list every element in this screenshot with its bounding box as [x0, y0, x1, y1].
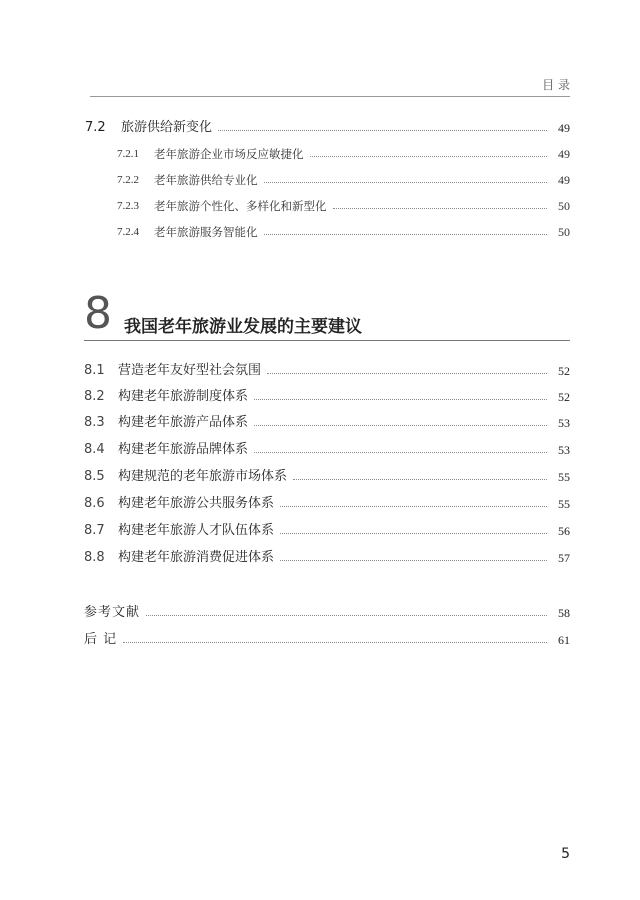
toc-title: 构建规范的老年旅游市场体系 [118, 469, 288, 484]
chapter-title[interactable]: 我国老年旅游业发展的主要建议 [124, 317, 362, 337]
toc-title: 老年旅游个性化、多样化和新型化 [154, 199, 327, 213]
dot-leader [293, 479, 547, 480]
toc-title: 参考文献 [84, 605, 141, 620]
toc-number: 7.2.1 [117, 148, 139, 160]
chapter-number: 8 [84, 288, 112, 339]
toc-page-number: 49 [558, 121, 570, 135]
toc-page-number: 56 [558, 524, 570, 538]
toc-entry-8-6[interactable] [0, 495, 640, 513]
toc-title: 构建老年旅游产品体系 [118, 415, 249, 430]
toc-entry-8-8[interactable] [0, 549, 640, 567]
toc-number: 8.8 [84, 550, 105, 565]
toc-page-number: 53 [558, 443, 570, 457]
toc-entry-8-7[interactable] [0, 522, 640, 540]
toc-title: 老年旅游供给专业化 [154, 173, 258, 187]
toc-page-number: 49 [558, 147, 570, 161]
toc-number: 8.5 [84, 469, 105, 484]
toc-page-number: 50 [558, 199, 570, 213]
toc-title: 构建老年旅游人才队伍体系 [118, 523, 275, 538]
toc-title: 后 记 [84, 632, 118, 647]
toc-number: 8.4 [84, 442, 105, 457]
toc-title: 构建老年旅游品牌体系 [118, 442, 249, 457]
toc-entry-7-2-1[interactable] [0, 145, 640, 163]
toc-page-number: 49 [558, 173, 570, 187]
dot-leader [280, 533, 547, 534]
chapter-rule [84, 340, 570, 341]
toc-number: 8.6 [84, 496, 105, 511]
toc-page-number: 57 [558, 551, 570, 565]
toc-title: 老年旅游服务智能化 [154, 225, 258, 239]
toc-page-number: 50 [558, 225, 570, 239]
dot-leader [333, 208, 548, 209]
toc-page-number: 61 [558, 633, 570, 647]
dot-leader [280, 560, 547, 561]
dot-leader [280, 506, 547, 507]
toc-entry-8-2[interactable] [0, 388, 640, 406]
toc-entry-7-2-2[interactable] [0, 171, 640, 189]
page-number: 5 [561, 846, 570, 862]
toc-entry-7-2[interactable] [0, 119, 640, 137]
toc-entry-postscript[interactable] [0, 631, 640, 649]
dot-leader [218, 130, 547, 131]
toc-title: 老年旅游企业市场反应敏捷化 [154, 147, 304, 161]
toc-entry-references[interactable] [0, 604, 640, 622]
toc-entry-8-5[interactable] [0, 468, 640, 486]
dot-leader [254, 425, 547, 426]
toc-entry-7-2-4[interactable] [0, 223, 640, 241]
toc-number: 7.2.2 [117, 174, 139, 186]
toc-title: 构建老年旅游制度体系 [118, 389, 249, 404]
header-rule [90, 96, 570, 97]
toc-number: 8.1 [84, 363, 105, 378]
toc-page-number: 55 [558, 497, 570, 511]
dot-leader [146, 615, 547, 616]
toc-entry-7-2-3[interactable] [0, 197, 640, 215]
dot-leader [254, 399, 547, 400]
toc-number: 7.2.4 [117, 226, 139, 238]
dot-leader [264, 182, 548, 183]
toc-number: 8.2 [84, 389, 105, 404]
toc-page-number: 55 [558, 470, 570, 484]
toc-number: 8.3 [84, 415, 105, 430]
toc-number: 7.2 [85, 120, 106, 135]
toc-page-number: 58 [558, 606, 570, 620]
toc-entry-8-3[interactable] [0, 414, 640, 432]
toc-title: 旅游供给新变化 [121, 120, 213, 135]
toc-page-number: 52 [558, 364, 570, 378]
toc-page-number: 52 [558, 390, 570, 404]
dot-leader [310, 156, 548, 157]
running-head: 目 录 [542, 78, 570, 92]
dot-leader [267, 373, 547, 374]
toc-title: 营造老年友好型社会氛围 [118, 363, 262, 378]
toc-number: 8.7 [84, 523, 105, 538]
toc-entry-8-1[interactable] [0, 362, 640, 380]
toc-title: 构建老年旅游公共服务体系 [118, 496, 275, 511]
dot-leader [123, 642, 547, 643]
toc-entry-8-4[interactable] [0, 441, 640, 459]
dot-leader [264, 234, 548, 235]
toc-page-number: 53 [558, 416, 570, 430]
dot-leader [254, 452, 547, 453]
toc-title: 构建老年旅游消费促进体系 [118, 550, 275, 565]
toc-number: 7.2.3 [117, 200, 139, 212]
